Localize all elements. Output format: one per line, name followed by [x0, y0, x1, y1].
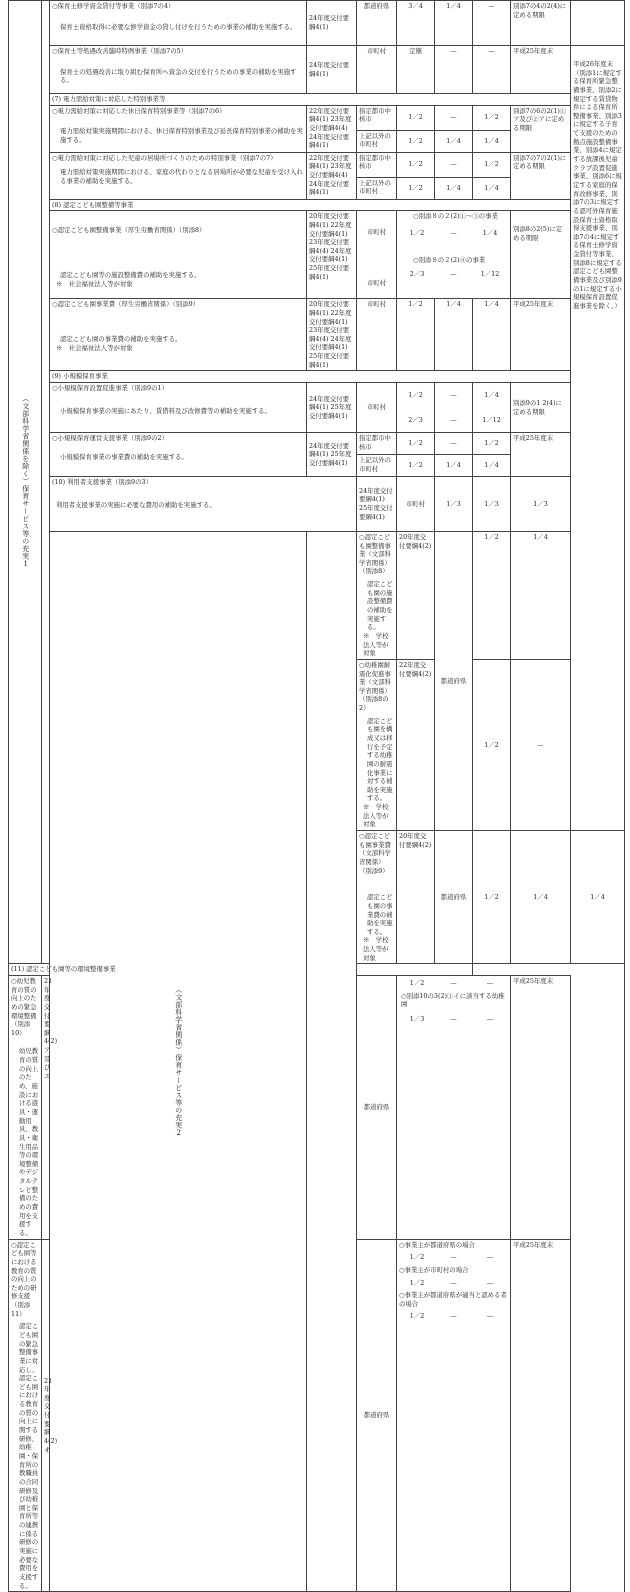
ratio-cell: —	[473, 1, 511, 46]
period-cell: 別添8の2(5)に定める期限	[511, 211, 571, 299]
ratio-cell: —	[435, 383, 473, 409]
ratio-cell: 1／2	[397, 433, 435, 455]
ratio-cell: 1／4	[473, 455, 511, 477]
item-cell: ○電力需給対策に対応した児童の居場所づくりのための特別事業（別添7の7） 電力需給対策実施期間における、家庭の代わりとなる居場所が必要な児童を受け入れる事業の補助を実施する。	[50, 152, 307, 199]
ratio-cell: 1／4	[435, 177, 473, 199]
entity-cell: 市町村 市町村	[357, 211, 397, 299]
group-heading: (8) 認定こども園整備等事業	[50, 199, 571, 211]
ratio-cell: 1／4	[473, 177, 511, 199]
ratio-cell: —	[435, 433, 473, 455]
item-cell: ○電力需給対策に対応した休日保育特別事業等（別添7の6） 電力需給対策実施期間における、休日保育特別事業及び延長保育特別事業の補助を実施する。	[50, 105, 307, 152]
ratio-cell: 1／4	[473, 299, 511, 371]
ratio-cell: 3／4	[397, 1, 435, 46]
ratio-cell: 1／2	[473, 433, 511, 455]
table-row	[9, 199, 625, 211]
ratio-cell: 1／4	[473, 130, 511, 152]
ratio-cell: 1／4	[435, 299, 473, 371]
ratio-cell: 1／2	[473, 831, 511, 964]
ratio-cell: —	[473, 46, 511, 94]
period-cell: 平成25年度末	[511, 433, 571, 477]
ratio-cell: 1／4	[435, 455, 473, 477]
item-cell: ○認定こども園事業費（厚生労働省関係）（別添9） 認定こども園の事業費の補助を実施する。 ※ 社会福祉法人等が対象	[50, 299, 307, 371]
ratio-cell: 1／2	[473, 152, 511, 177]
entity-cell: 上記以外の市町村	[357, 455, 397, 477]
table-row	[9, 477, 625, 532]
entity-cell: 都道府県	[357, 976, 397, 1240]
basis-cell: 20年度交付要綱4(1) 22年度交付要綱4(1) 23年度交付要綱4(4) 24年度交付要綱4(1) 25年度交付要綱4(1)	[307, 299, 357, 371]
ratio-group-cell: 1／2 — — ○別添10の3(2)①イに該当する幼稚園 1／3 — —	[397, 976, 511, 1240]
entity-cell: 市町村	[357, 299, 397, 371]
section-1-label: 1 保育サービス等の充実 （文部科学省関係を除く）	[9, 1, 42, 964]
ratio-cell: 1／4	[511, 831, 571, 964]
basis-cell: 24年度交付要綱4(1)	[307, 46, 357, 94]
ratio-cell: —	[435, 46, 473, 94]
merged-period-cell: 平成26年度末（別添1に規定する保育所緊急整備事業、別添2に規定する賃貸物件による保育所整備事業、別添3に規定する子育て支援のための拠点施設整備事業、別添4に規定する放課後児童クラブ設置促進事業、別添6に規定する家庭的保育改修事業、別添7の3に規定する認可外保育施設保育士資格取得支援事業、別添7の4に規定する保育士修学資金貸付等事業、別添8に規定する認定こども園整備事業及び別添9の1に規定する小規模保育設置促進事業を除く。）	[571, 46, 625, 831]
basis-cell: 22年度交付要綱4(2)	[397, 659, 435, 830]
basis-cell: 22年度交付要綱4(1) 23年度交付要綱4(4) 24年度交付要綱4(1)	[307, 152, 357, 199]
period-cell: 別添9の1 2(4)に定める期限	[511, 383, 571, 433]
period-cell: 別添7の7の2(1)に定める期限	[511, 152, 571, 199]
table-row	[9, 433, 625, 455]
basis-cell: 21年度交付要綱4(2)ア及びエ	[42, 976, 50, 1240]
document-page	[8, 0, 624, 1590]
item-cell: ○認定こども園整備事業（文部科学省関係）（別添8） 認定こども園の施設整備費の補助を実施する。 ※ 学校法人等が対象	[357, 531, 397, 659]
basis-cell: 24年度交付要綱4(1) 25年度交付要綱4(1)	[357, 477, 397, 532]
basis-cell: 20年度交付要綱4(2)	[397, 831, 435, 964]
ratio-cell: 1／2	[473, 531, 511, 659]
indent-column	[42, 1, 50, 964]
period-cell: 平成25年度末	[511, 46, 571, 94]
item-cell: ○幼稚園耐震化促進事業（文部科学省関係）（別添8の2） 認定こども園を構成又は移行を予定する幼稚園の耐震化事業に対する補助を実施する。 ※ 学校法人等が対象	[357, 659, 397, 830]
ratio-group-cell: ○別添８の２(2)①～③の事業 1／2 — 1／4 ○別添８の２(2)④の事業 2／3 — 1／12	[397, 211, 511, 299]
table-row	[9, 383, 625, 409]
table-row	[9, 152, 625, 177]
ratio-cell: 1／2	[397, 383, 435, 409]
group-heading: (11) 認定こども園等の環境整備事業	[9, 964, 473, 976]
item-cell: ○小規模保育運営支援事業（別添9の2） 小規模保育事業の事業費の補助を実施する。	[50, 433, 307, 477]
ratio-cell: 1／12	[473, 409, 511, 433]
item-cell: ○保育士修学資金貸付等事業（別添7の4） 保育士資格取得に必要な修学資金の貸し付けを行うための事業の補助を実施する。	[50, 1, 307, 46]
table-row	[9, 1, 625, 46]
item-cell: ○幼児教育の質の向上のための緊急環境整備（別添10） 幼児教育の質の向上のため、施設における遊具・運動用具、教具・衛生用品等の環境整備やデジタルテレビ整備のための費用を支援する。	[9, 976, 42, 1240]
entity-cell: 都道府県	[357, 1, 397, 46]
entity-cell: 市町村	[397, 477, 435, 532]
ratio-cell: —	[435, 105, 473, 130]
entity-cell: 市町村	[357, 383, 397, 433]
ratio-cell: —	[435, 409, 473, 433]
table-row	[9, 211, 625, 299]
entity-cell: 都道府県	[435, 831, 473, 964]
entity-cell: 市町村	[357, 46, 397, 94]
ratio-cell: 1／4	[435, 130, 473, 152]
table-row	[9, 46, 625, 94]
period-cell: 平成25年度末	[511, 1239, 571, 1592]
table-row	[9, 299, 625, 371]
ratio-cell: 1／4	[435, 1, 473, 46]
item-cell: ○小規模保育設置促進事業（別添9の1） 小規模保育事業の実施にあたり、賃借料及び改修費等の補助を実施する。	[50, 383, 307, 433]
basis-cell: 20年度交付要綱4(1) 22年度交付要綱4(1) 23年度交付要綱4(4) 24年度交付要綱4(1) 25年度交付要綱4(1)	[307, 211, 357, 299]
section-2-label: 2 保育サービス等の充実 （文部科学省関係）	[50, 531, 307, 1591]
item-cell: ○保育士等処遇改善臨時特例事業（別添7の5） 保育士の処遇改善に取り組む保育所へ資金の交付を行うための事業の補助を実施する。	[50, 46, 307, 94]
entity-cell: 指定都市中核市	[357, 105, 397, 130]
table-row	[9, 371, 625, 383]
ratio-cell: 1／2	[397, 152, 435, 177]
period-cell: 別添7の4の2(4)に定める期限	[511, 1, 571, 46]
entity-cell: 上記以外の市町村	[357, 130, 397, 152]
table-row	[9, 531, 625, 659]
blank-cell	[571, 1, 625, 46]
ratio-cell: 1／3	[473, 477, 511, 532]
ratio-group-cell: ○事業主が都道府県の場合 1／2 — — ○事業主が市町村の場合 1／2 — — ○事業主が都道府県が適当と認める者の場合 1／2 — —	[397, 1239, 511, 1592]
ratio-cell: 1／2	[397, 105, 435, 130]
ratio-cell: 1／2	[473, 105, 511, 130]
ratio-cell: 1／2	[397, 455, 435, 477]
period-cell: 平成25年度末	[511, 976, 571, 1240]
period-cell: 別添7の6の2(1)①ア及び②アに定める期限	[511, 105, 571, 152]
basis-cell: 24年度交付要綱4(1) 25年度交付要綱4(1)	[307, 383, 357, 433]
basis-cell: 24年度交付要綱4(1) 25年度交付要綱4(1)	[307, 433, 357, 477]
ratio-cell: 1／3	[435, 477, 473, 532]
ratio-cell: 1／3	[511, 477, 571, 532]
group-heading: (7) 電力需給対策に対応した特別事業等	[50, 94, 571, 106]
ratio-cell: 1／2	[397, 130, 435, 152]
table-row	[9, 94, 625, 106]
ratio-cell: 1／2	[397, 177, 435, 199]
item-cell: ○認定こども園等における教育の質の向上のための研修支援（別添11） 認定こども園の緊急整備事業に対応し、認定こども園における教育の質の向上に関する研修、幼稚園・保育所の教職員の合同研修及び幼稚園と保育所等の連携に係る研修の実施に必要な費用を支援する。	[9, 1239, 42, 1592]
ratio-cell: 1／4	[571, 831, 625, 964]
basis-cell: 24年度交付要綱4(1)	[307, 1, 357, 46]
table-row	[9, 105, 625, 130]
ratio-cell: 1／4	[511, 531, 571, 659]
ratio-cell: —	[435, 152, 473, 177]
ratio-cell: 定額	[397, 46, 435, 94]
group-heading: (9) 小規模保育事業	[50, 371, 571, 383]
ratio-cell: 1／2	[473, 659, 511, 830]
item-cell: (10) 利用者支援事業（別添9の3） 利用者支援事業の実施に必要な費用の補助を実施する。	[50, 477, 357, 532]
basis-cell: 20年度交付要綱4(2)	[397, 531, 435, 659]
grant-table	[8, 0, 625, 1592]
entity-cell: 指定都市中核市	[357, 433, 397, 455]
entity-cell: 上記以外の市町村	[357, 177, 397, 199]
ratio-cell: 1／4	[473, 383, 511, 409]
entity-cell: 都道府県	[357, 1239, 397, 1592]
ratio-cell: 1／2	[397, 299, 435, 371]
period-cell: 平成25年度末	[511, 299, 571, 371]
basis-cell: 21年度交付要綱4(2)オ	[42, 1239, 50, 1592]
ratio-cell: 2／3	[397, 409, 435, 433]
item-cell: ○認定こども園整備事業（厚生労働省関係）（別添8） 認定こども園等の施設整備費の補助を実施する。 ※ 社会福祉法人等が対象	[50, 211, 307, 299]
entity-cell: 指定都市中核市	[357, 152, 397, 177]
basis-cell: 22年度交付要綱4(1) 23年度交付要綱4(4) 24年度交付要綱4(1)	[307, 105, 357, 152]
indent-column	[307, 531, 357, 1591]
table-row	[9, 964, 625, 976]
entity-cell: 都道府県	[435, 531, 473, 830]
item-cell: ○認定こども園事業費（文部科学省関係）（別添9） 認定こども園の事業費の補助を実施する。 ※ 学校法人等が対象	[357, 831, 397, 964]
ratio-cell: —	[511, 659, 571, 830]
